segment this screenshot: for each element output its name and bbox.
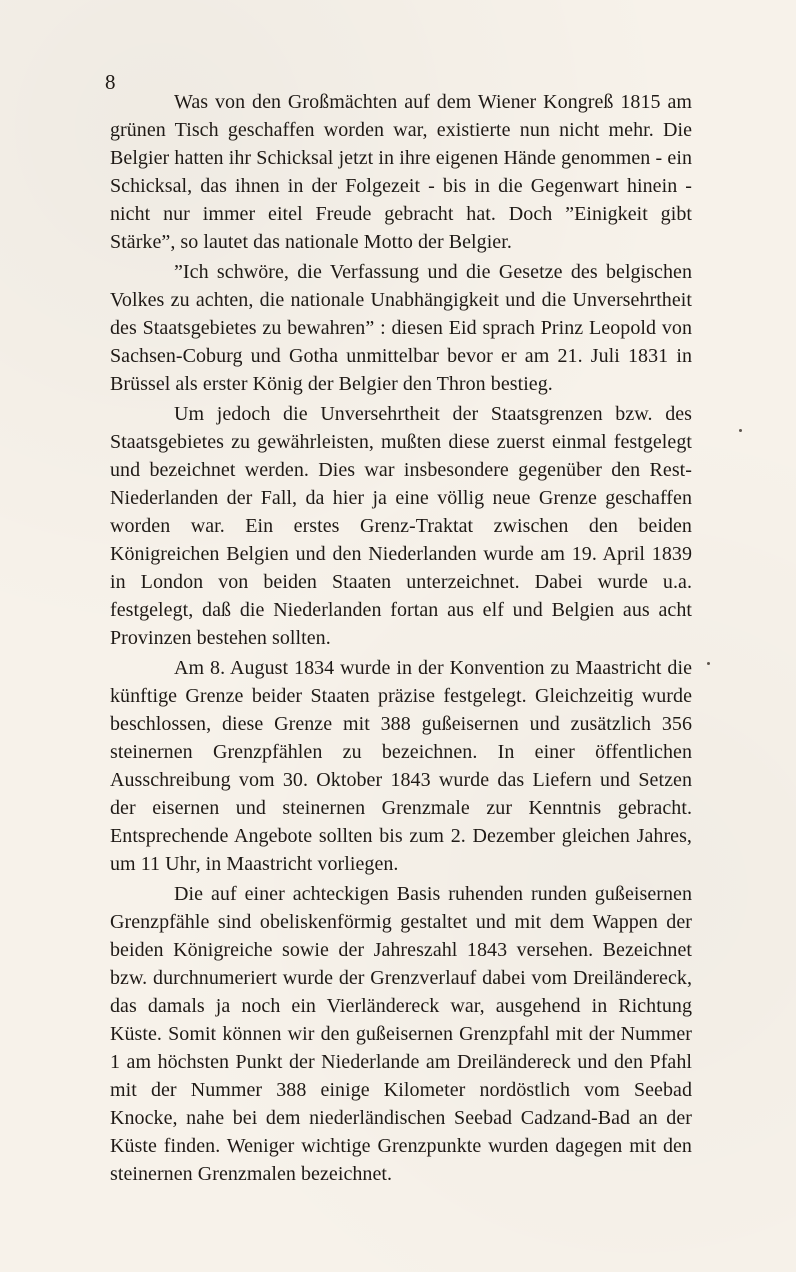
paragraph-4: Am 8. August 1834 wurde in der Konvention zu Maastricht die künftige Grenze beider Staaten präzise festgelegt. Gleichzeitig wurde beschlossen, diese Grenze mit 388 gußeisernen und zusätzlich 356 steinernen Grenzpfählen zu bezeichnen. In einer öffentlichen Ausschreibung vom 30. Oktober 1843 wurde das Liefern und Setzen der eisernen und steinernen Grenzmale zur Kenntnis gebracht. Entsprechende Angebote sollten bis zum 2. Dezember gleichen Jahres, um 11 Uhr, in Maastricht vorliegen. [110, 657, 692, 875]
stray-dot [707, 662, 710, 665]
paragraph-1: Was von den Großmächten auf dem Wiener Kongreß 1815 am grünen Tisch geschaffen worden war, existierte nun nicht mehr. Die Belgier hatten ihr Schicksal jetzt in ihre eigenen Hände genommen - ein Schicksal, das ihnen in der Folgezeit - bis in die Gegenwart hinein - nicht nur immer eitel Freude gebracht hat. Doch ”Einigkeit gibt Stärke”, so lautet das nationale Motto der Belgier. [110, 91, 692, 253]
stray-dot [739, 429, 742, 432]
paragraph-2: ”Ich schwöre, die Verfassung und die Gesetze des belgischen Volkes zu achten, die nationale Unabhängigkeit und die Unversehrtheit des Staatsgebietes zu bewahren” : diesen Eid sprach Prinz Leopold von Sachsen-Coburg und Gotha unmittelbar bevor er am 21. Juli 1831 in Brüssel als erster König der Belgier den Thron bestieg. [110, 261, 692, 395]
paragraph-3: Um jedoch die Unversehrtheit der Staatsgrenzen bzw. des Staatsgebietes zu gewährleisten, mußten diese zuerst einmal festgelegt und bezeichnet werden. Dies war insbesondere gegenüber den Rest-Niederlanden der Fall, da hier ja eine völlig neue Grenze geschaffen worden war. Ein erstes Grenz-Traktat zwischen den beiden Königreichen Belgien und den Niederlanden wurde am 19. April 1839 in London von beiden Staaten unterzeichnet. Dabei wurde u.a. festgelegt, daß die Niederlanden fortan aus elf und Belgien aus acht Provinzen bestehen sollten. [110, 403, 692, 649]
body-text [110, 88, 692, 1190]
paragraph-5: Die auf einer achteckigen Basis ruhenden runden gußeisernen Grenzpfähle sind obeliskenförmig gestaltet und mit dem Wappen der beiden Königreiche sowie der Jahreszahl 1843 versehen. Bezeichnet bzw. durchnumeriert wurde der Grenzverlauf dabei vom Dreiländereck, das damals ja noch ein Vierländereck war, ausgehend in Richtung Küste. Somit können wir den gußeisernen Grenzpfahl mit der Nummer 1 am höchsten Punkt der Niederlande am Dreiländereck und den Pfahl mit der Nummer 388 einige Kilometer nordöstlich vom Seebad Knocke, nahe bei dem niederländischen Seebad Cadzand-Bad an der Küste finden. Weniger wichtige Grenzpunkte wurden dagegen mit den steinernen Grenzmalen bezeichnet. [110, 883, 692, 1185]
page-number: 8 [105, 70, 116, 94]
